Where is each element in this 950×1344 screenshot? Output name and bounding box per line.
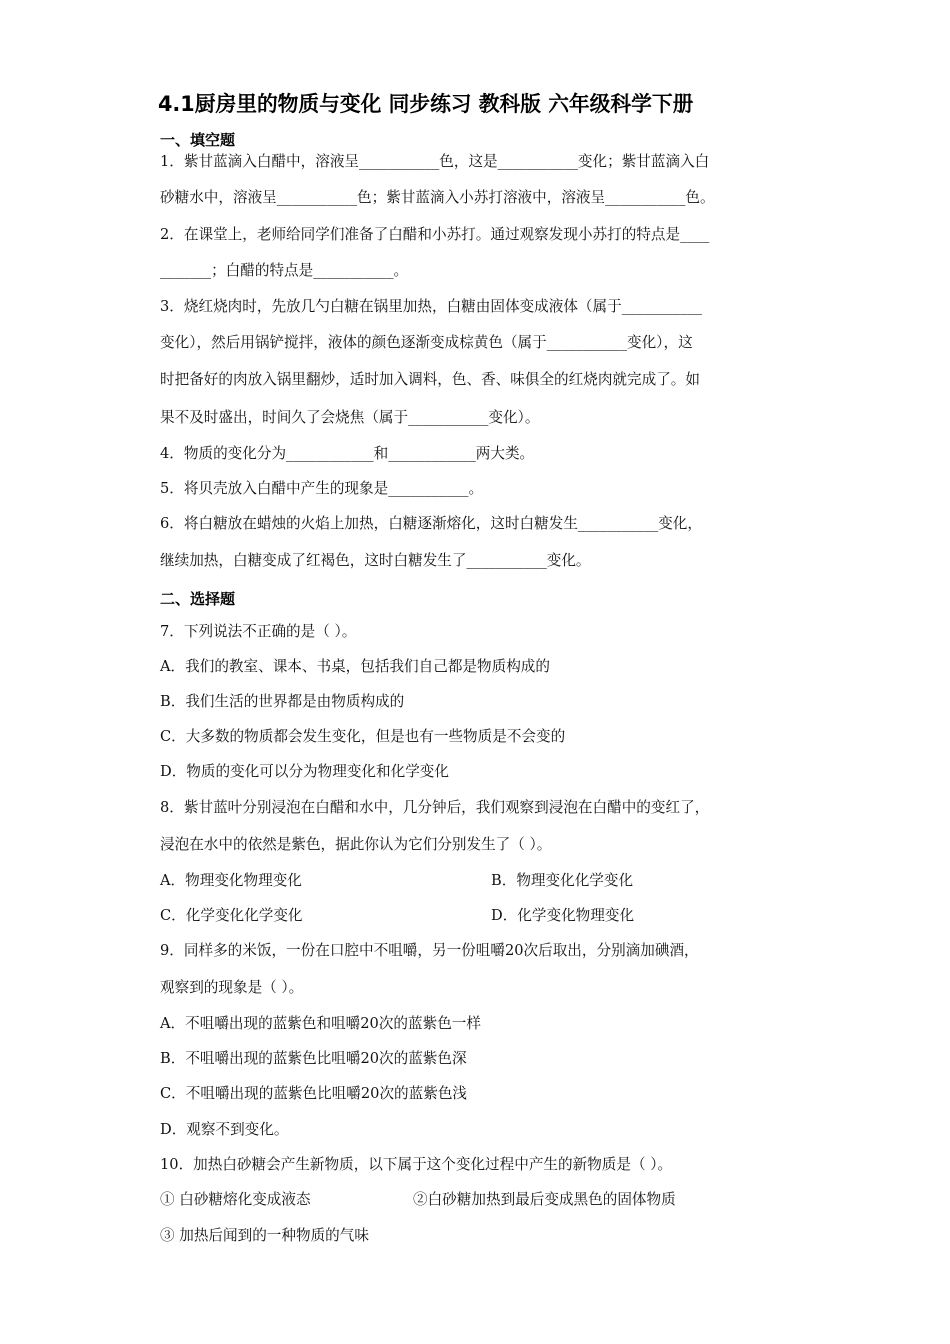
question-10-stem: 10．加热白砂糖会产生新物质，以下属于这个变化过程中产生的新物质是（ ）。 <box>160 1156 673 1173</box>
q9-option-c: C．不咀嚼出现的蓝紫色比咀嚼20次的蓝紫色浅 <box>160 1085 468 1102</box>
document-title: 4.1厨房里的物质与变化 同步练习 教科版 六年级科学下册 <box>158 92 694 116</box>
question-8-stem: 浸泡在水中的依然是紫色，据此你认为它们分别发生了（ ）。 <box>160 836 552 853</box>
q7-option-c: C．大多数的物质都会发生变化，但是也有一些物质是不会变的 <box>160 728 566 745</box>
question-9-stem: 9．同样多的米饭，一份在口腔中不咀嚼，另一份咀嚼20次后取出，分别滴加碘酒， <box>160 942 699 959</box>
q9-option-a: A．不咀嚼出现的蓝紫色和咀嚼20次的蓝紫色一样 <box>160 1015 481 1032</box>
q7-option-d: D．物质的变化可以分为物理变化和化学变化 <box>160 763 449 780</box>
question-line: 2．在课堂上，老师给同学们准备了白醋和小苏打。通过观察发现小苏打的特点是____ <box>160 226 710 243</box>
question-line: _______；白醋的特点是___________。 <box>160 262 409 279</box>
q8-option-d: D．化学变化物理变化 <box>491 907 635 924</box>
q10-item-2: ②白砂糖加热到最后变成黑色的固体物质 <box>413 1191 676 1208</box>
q10-item-3: ③ 加热后闻到的一种物质的气味 <box>160 1227 369 1244</box>
question-line: 1．紫甘蓝滴入白醋中，溶液呈___________色，这是___________变化；紫甘蓝滴入白 <box>160 153 710 170</box>
q8-option-a: A．物理变化物理变化 <box>160 872 302 889</box>
q7-option-b: B．我们生活的世界都是由物质构成的 <box>160 693 405 710</box>
question-line: 4．物质的变化分为____________和____________两大类。 <box>160 445 535 462</box>
question-9-stem: 观察到的现象是（ ）。 <box>160 979 304 996</box>
q7-option-a: A．我们的教室、课本、书桌，包括我们自己都是物质构成的 <box>160 658 550 675</box>
question-line: 变化），然后用锅铲搅拌，液体的颜色逐渐变成棕黄色（属于___________变化），这 <box>160 334 693 351</box>
question-line: 继续加热，白糖变成了红褐色，这时白糖发生了___________变化。 <box>160 552 591 569</box>
q9-option-b: B．不咀嚼出现的蓝紫色比咀嚼20次的蓝紫色深 <box>160 1050 467 1067</box>
question-7-stem: 7．下列说法不正确的是（ ）。 <box>160 623 357 640</box>
question-8-stem: 8．紫甘蓝叶分别浸泡在白醋和水中，几分钟后，我们观察到浸泡在白醋中的变红了， <box>160 799 710 816</box>
question-line: 6．将白糖放在蜡烛的火焰上加热，白糖逐渐熔化，这时白糖发生___________变化， <box>160 515 702 532</box>
question-line: 3．烧红烧肉时，先放几勺白糖在锅里加热，白糖由固体变成液体（属于___________ <box>160 298 702 315</box>
q10-item-1: ① 白砂糖熔化变成液态 <box>160 1191 311 1208</box>
question-line: 砂糖水中，溶液呈___________色；紫甘蓝滴入小苏打溶液中，溶液呈___________色。 <box>160 189 715 206</box>
question-line: 5．将贝壳放入白醋中产生的现象是___________。 <box>160 480 484 497</box>
section-heading-multiple-choice: 二、选择题 <box>160 590 236 608</box>
section-heading-fill-blank: 一、填空题 <box>160 131 236 149</box>
q8-option-c: C．化学变化化学变化 <box>160 907 303 924</box>
question-line: 时把备好的肉放入锅里翻炒，适时加入调料，色、香、味俱全的红烧肉就完成了。如 <box>160 371 700 388</box>
q8-option-b: B．物理变化化学变化 <box>491 872 634 889</box>
question-line: 果不及时盛出，时间久了会烧焦（属于___________变化）。 <box>160 409 540 426</box>
q9-option-d: D．观察不到变化。 <box>160 1121 289 1138</box>
